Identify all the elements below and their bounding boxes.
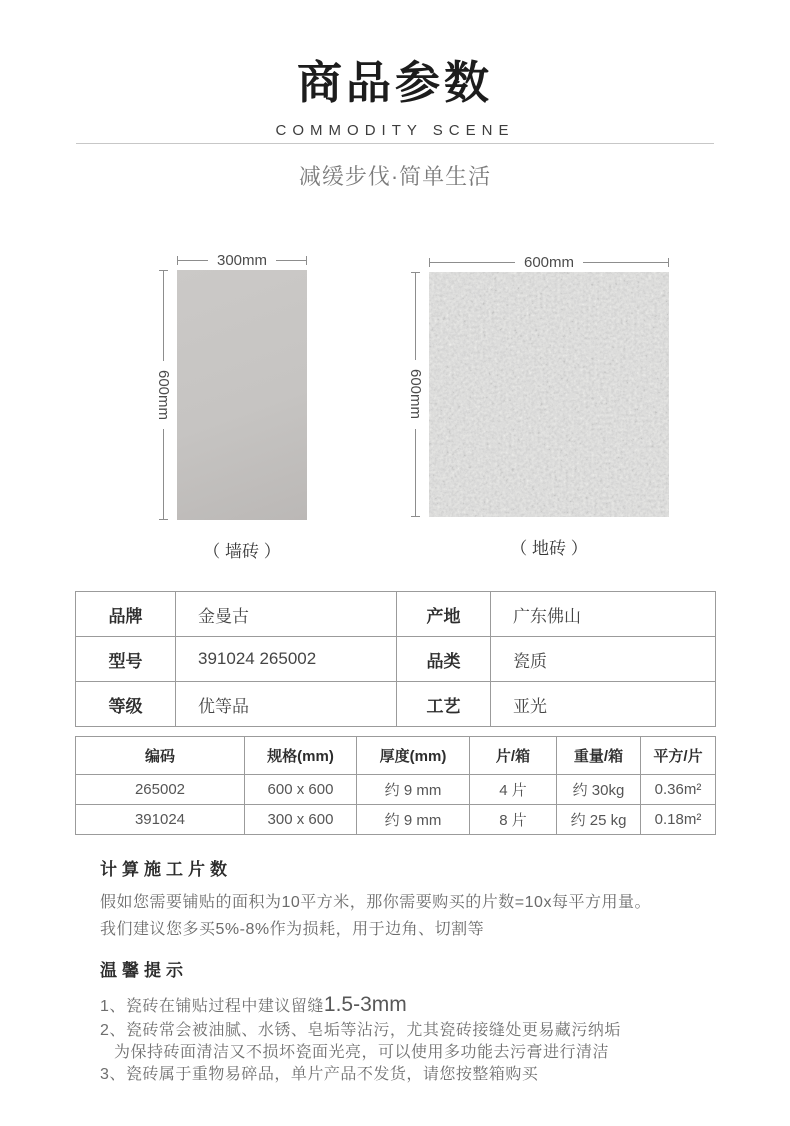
list-item bbox=[100, 992, 720, 1020]
page-title: 商品参数 bbox=[296, 57, 493, 108]
info-label-cell: 品牌 bbox=[76, 592, 176, 637]
spec-header-cell: 规格(mm) bbox=[245, 737, 357, 775]
page-subtitle-en: COMMODITY SCENE bbox=[275, 122, 515, 139]
dimension-line bbox=[178, 260, 208, 261]
spec-cell: 0.18m² bbox=[641, 805, 716, 835]
spec-cell: 300 x 600 bbox=[245, 805, 357, 835]
floor-tile-caption: （ 地砖 ） bbox=[510, 539, 588, 558]
spec-cell: 8 片 bbox=[470, 805, 557, 835]
info-label-cell: 产地 bbox=[397, 592, 491, 637]
dimension-line bbox=[583, 262, 668, 263]
product-spec-table bbox=[75, 736, 716, 835]
wall-tile-swatch bbox=[177, 270, 307, 520]
spec-cell: 约 30kg bbox=[557, 775, 641, 805]
dimension-tick bbox=[159, 519, 168, 520]
list-item-continuation: 为保持砖面清洁又不损坏瓷面光亮，可以使用多功能去污膏进行清洁 bbox=[114, 1044, 610, 1061]
info-label-cell: 型号 bbox=[76, 637, 176, 682]
info-label-cell: 品类 bbox=[397, 637, 491, 682]
info-value-cell: 广东佛山 bbox=[491, 592, 716, 637]
tip-text: 瓷砖属于重物易碎品，单片产品不发货，请您按整箱购买 bbox=[125, 1066, 539, 1083]
dimension-line bbox=[163, 429, 164, 519]
dimension-tick bbox=[668, 258, 669, 267]
wall-tile-figure bbox=[150, 250, 307, 562]
info-label-cell: 等级 bbox=[76, 682, 176, 727]
calc-body bbox=[100, 889, 718, 943]
info-value-cell: 瓷质 bbox=[491, 637, 716, 682]
dimension-line bbox=[415, 429, 416, 516]
floor-tile-height-dimension bbox=[402, 272, 429, 517]
tile-figures bbox=[0, 250, 790, 570]
info-value-cell: 391024 265002 bbox=[176, 637, 397, 682]
spec-cell: 约 9 mm bbox=[357, 775, 470, 805]
floor-tile-width-dimension bbox=[429, 252, 669, 272]
tips-list bbox=[100, 992, 720, 1086]
spec-header-cell: 重量/箱 bbox=[557, 737, 641, 775]
list-item bbox=[100, 1064, 720, 1086]
info-value-cell: 亚光 bbox=[491, 682, 716, 727]
table-row bbox=[76, 682, 716, 727]
dimension-line bbox=[430, 262, 515, 263]
dimension-line bbox=[415, 273, 416, 360]
wall-tile-width-label: 300mm bbox=[216, 251, 268, 269]
table-row bbox=[76, 775, 716, 805]
wall-tile-caption: （ 墙砖 ） bbox=[203, 542, 281, 561]
calc-line-2: 我们建议您多买5%-8%作为损耗，用于边角、切割等 bbox=[100, 921, 485, 938]
dimension-tick bbox=[411, 516, 420, 517]
spec-cell: 0.36m² bbox=[641, 775, 716, 805]
floor-tile-width-label: 600mm bbox=[523, 253, 575, 271]
wall-tile-width-dimension bbox=[177, 250, 307, 270]
table-row bbox=[76, 637, 716, 682]
floor-tile-swatch bbox=[429, 272, 669, 517]
wall-tile-height-dimension bbox=[150, 270, 177, 520]
dimension-line bbox=[163, 271, 164, 361]
spec-cell: 391024 bbox=[76, 805, 245, 835]
spec-cell: 265002 bbox=[76, 775, 245, 805]
page-header bbox=[0, 46, 790, 139]
floor-tile-figure bbox=[402, 252, 669, 559]
spec-header-cell: 编码 bbox=[76, 737, 245, 775]
spec-cell: 4 片 bbox=[470, 775, 557, 805]
spec-cell: 600 x 600 bbox=[245, 775, 357, 805]
table-header-row bbox=[76, 737, 716, 775]
info-label-cell: 工艺 bbox=[397, 682, 491, 727]
spec-cell: 约 9 mm bbox=[357, 805, 470, 835]
calc-section bbox=[100, 855, 718, 943]
tip-marker: 1、 bbox=[100, 998, 126, 1015]
dimension-line bbox=[276, 260, 306, 261]
spec-header-cell: 平方/片 bbox=[641, 737, 716, 775]
tips-section bbox=[100, 956, 720, 1086]
info-value-cell: 优等品 bbox=[176, 682, 397, 727]
table-row bbox=[76, 805, 716, 835]
terrazzo-texture bbox=[429, 272, 669, 517]
calc-line-1: 假如您需要铺贴的面积为10平方米，那你需要购买的片数=10x每平方用量。 bbox=[100, 894, 651, 911]
dimension-tick bbox=[306, 256, 307, 265]
spec-header-cell: 片/箱 bbox=[470, 737, 557, 775]
tip-highlight: 1.5-3mm bbox=[323, 993, 407, 1016]
tagline: 减缓步伐·简单生活 bbox=[298, 164, 492, 189]
wall-tile-height-label: 600mm bbox=[155, 369, 172, 421]
spec-header-cell: 厚度(mm) bbox=[357, 737, 470, 775]
list-item bbox=[100, 1020, 720, 1042]
header-divider bbox=[76, 143, 714, 144]
table-row bbox=[76, 592, 716, 637]
tip-text: 瓷砖常会被油腻、水锈、皂垢等沾污，尤其瓷砖接缝处更易藏污纳垢 bbox=[125, 1022, 621, 1039]
info-value-cell: 金曼古 bbox=[176, 592, 397, 637]
tip-text: 瓷砖在铺贴过程中建议留缝 bbox=[125, 998, 324, 1015]
tips-heading: 温馨提示 bbox=[100, 961, 188, 980]
tip-marker: 2、 bbox=[100, 1022, 126, 1039]
product-info-table bbox=[75, 591, 716, 727]
calc-heading: 计算施工片数 bbox=[100, 860, 232, 879]
spec-cell: 约 25 kg bbox=[557, 805, 641, 835]
floor-tile-height-label: 600mm bbox=[407, 369, 424, 420]
tip-marker: 3、 bbox=[100, 1066, 126, 1083]
